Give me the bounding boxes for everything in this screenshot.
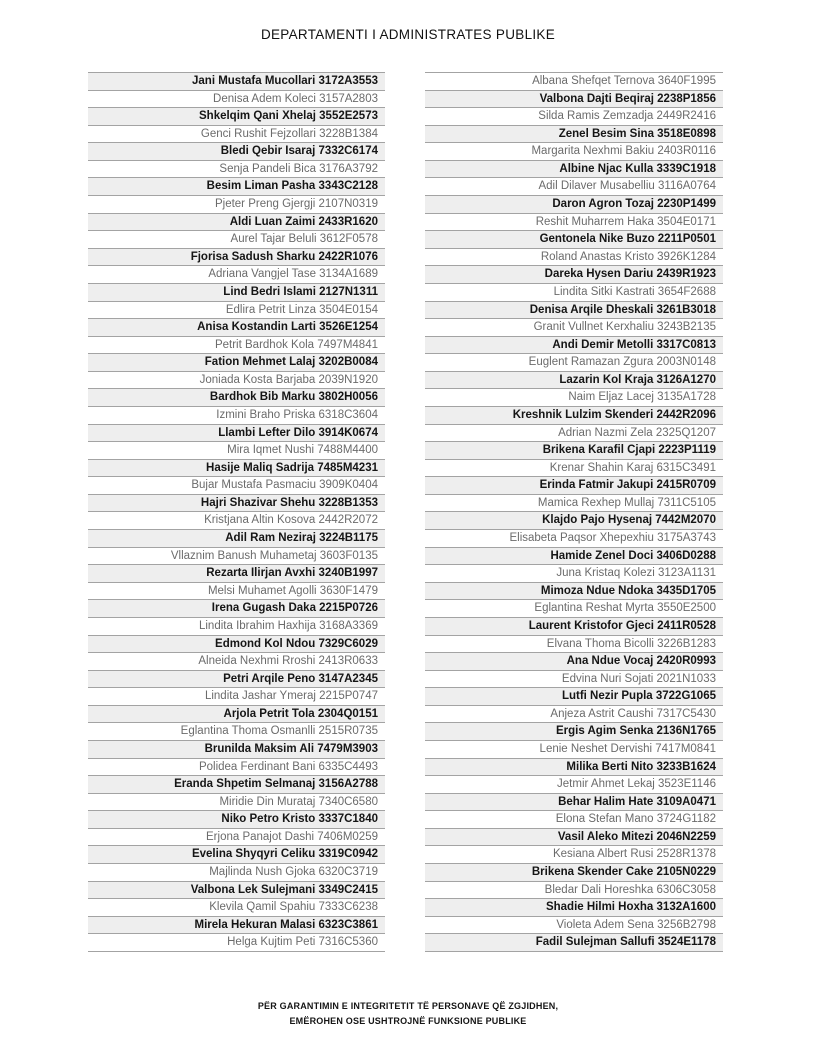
table-row: Edvina Nuri Sojati 2021N1033 (425, 671, 723, 689)
table-row: Brikena Skender Cake 2105N0229 (425, 864, 723, 882)
table-row: Klevila Qamil Spahiu 7333C6238 (88, 899, 385, 917)
table-row: Valbona Dajti Beqiraj 2238P1856 (425, 91, 723, 109)
table-row: Lutfi Nezir Pupla 3722G1065 (425, 688, 723, 706)
table-row: Eranda Shpetim Selmanaj 3156A2788 (88, 776, 385, 794)
table-row: Zenel Besim Sina 3518E0898 (425, 126, 723, 144)
table-row: Senja Pandeli Bica 3176A3792 (88, 161, 385, 179)
table-row: Aldi Luan Zaimi 2433R1620 (88, 214, 385, 232)
table-row: Kesiana Albert Rusi 2528R1378 (425, 846, 723, 864)
table-row: Helga Kujtim Peti 7316C5360 (88, 934, 385, 952)
table-row: Hamide Zenel Doci 3406D0288 (425, 548, 723, 566)
table-row: Mimoza Ndue Ndoka 3435D1705 (425, 583, 723, 601)
table-row: Lindita Jashar Ymeraj 2215P0747 (88, 688, 385, 706)
table-row: Melsi Muhamet Agolli 3630F1479 (88, 583, 385, 601)
table-row: Adrian Nazmi Zela 2325Q1207 (425, 425, 723, 443)
table-row: Gentonela Nike Buzo 2211P0501 (425, 231, 723, 249)
table-row: Erjona Panajot Dashi 7406M0259 (88, 829, 385, 847)
table-row: Laurent Kristofor Gjeci 2411R0528 (425, 618, 723, 636)
table-row: Granit Vullnet Kerxhaliu 3243B2135 (425, 319, 723, 337)
table-row: Shkelqim Qani Xhelaj 3552E2573 (88, 108, 385, 126)
table-row: Lazarin Kol Kraja 3126A1270 (425, 372, 723, 390)
table-row: Jetmir Ahmet Lekaj 3523E1146 (425, 776, 723, 794)
table-row: Denisa Arqile Dheskali 3261B3018 (425, 302, 723, 320)
table-row: Eglantina Thoma Osmanlli 2515R0735 (88, 723, 385, 741)
table-row: Fation Mehmet Lalaj 3202B0084 (88, 354, 385, 372)
table-row: Adil Dilaver Musabelliu 3116A0764 (425, 178, 723, 196)
table-row: Violeta Adem Sena 3256B2798 (425, 917, 723, 935)
table-row: Elona Stefan Mano 3724G1182 (425, 811, 723, 829)
table-row: Mamica Rexhep Mullaj 7311C5105 (425, 495, 723, 513)
table-row: Lindita Ibrahim Haxhija 3168A3369 (88, 618, 385, 636)
names-table-right (425, 72, 723, 952)
table-row: Dareka Hysen Dariu 2439R1923 (425, 266, 723, 284)
table-row: Ergis Agim Senka 2136N1765 (425, 723, 723, 741)
table-row: Evelina Shyqyri Celiku 3319C0942 (88, 846, 385, 864)
table-row: Lindita Sitki Kastrati 3654F2688 (425, 284, 723, 302)
table-row: Erinda Fatmir Jakupi 2415R0709 (425, 477, 723, 495)
table-row: Silda Ramis Zemzadja 2449R2416 (425, 108, 723, 126)
table-row: Hajri Shazivar Shehu 3228B1353 (88, 495, 385, 513)
table-row: Aurel Tajar Beluli 3612F0578 (88, 231, 385, 249)
table-row: Bledi Qebir Isaraj 7332C6174 (88, 143, 385, 161)
table-row: Vasil Aleko Mitezi 2046N2259 (425, 829, 723, 847)
table-row: Albine Njac Kulla 3339C1918 (425, 161, 723, 179)
table-row: Shadie Hilmi Hoxha 3132A1600 (425, 899, 723, 917)
table-row: Behar Halim Hate 3109A0471 (425, 794, 723, 812)
table-row: Llambi Lefter Dilo 3914K0674 (88, 425, 385, 443)
table-row: Adil Ram Neziraj 3224B1175 (88, 530, 385, 548)
table-row: Izmini Braho Priska 6318C3604 (88, 407, 385, 425)
table-row: Milika Berti Nito 3233B1624 (425, 759, 723, 777)
table-row: Elvana Thoma Bicolli 3226B1283 (425, 636, 723, 654)
table-row: Adriana Vangjel Tase 3134A1689 (88, 266, 385, 284)
table-row: Reshit Muharrem Haka 3504E0171 (425, 214, 723, 232)
table-row: Niko Petro Kristo 3337C1840 (88, 811, 385, 829)
table-row: Krenar Shahin Karaj 6315C3491 (425, 460, 723, 478)
table-row: Majlinda Nush Gjoka 6320C3719 (88, 864, 385, 882)
table-row: Daron Agron Tozaj 2230P1499 (425, 196, 723, 214)
table-row: Rezarta Ilirjan Avxhi 3240B1997 (88, 565, 385, 583)
table-row: Kristjana Altin Kosova 2442R2072 (88, 512, 385, 530)
table-row: Euglent Ramazan Zgura 2003N0148 (425, 354, 723, 372)
names-table-left (88, 72, 385, 952)
table-row: Roland Anastas Kristo 3926K1284 (425, 249, 723, 267)
table-row: Miridie Din Murataj 7340C6580 (88, 794, 385, 812)
table-row: Mira Iqmet Nushi 7488M4400 (88, 442, 385, 460)
table-row: Bardhok Bib Marku 3802H0056 (88, 389, 385, 407)
table-row: Mirela Hekuran Malasi 6323C3861 (88, 917, 385, 935)
table-row: Anisa Kostandin Larti 3526E1254 (88, 319, 385, 337)
table-row: Hasije Maliq Sadrija 7485M4231 (88, 460, 385, 478)
table-row: Anjeza Astrit Caushi 7317C5430 (425, 706, 723, 724)
table-row: Kreshnik Lulzim Skenderi 2442R2096 (425, 407, 723, 425)
table-row: Margarita Nexhmi Bakiu 2403R0116 (425, 143, 723, 161)
table-row: Petri Arqile Peno 3147A2345 (88, 671, 385, 689)
table-row: Valbona Lek Sulejmani 3349C2415 (88, 882, 385, 900)
table-row: Edmond Kol Ndou 7329C6029 (88, 636, 385, 654)
table-row: Albana Shefqet Ternova 3640F1995 (425, 73, 723, 91)
table-row: Elisabeta Paqsor Xhepexhiu 3175A3743 (425, 530, 723, 548)
table-row: Bujar Mustafa Pasmaciu 3909K0404 (88, 477, 385, 495)
table-row: Bledar Dali Horeshka 6306C3058 (425, 882, 723, 900)
table-row: Denisa Adem Koleci 3157A2803 (88, 91, 385, 109)
table-row: Vllaznim Banush Muhametaj 3603F0135 (88, 548, 385, 566)
table-row: Petrit Bardhok Kola 7497M4841 (88, 337, 385, 355)
footer-line-1: PËR GARANTIMIN E INTEGRITETIT TË PERSONAVE QË ZGJIDHEN, (257, 1001, 559, 1011)
footer-line-2: EMËROHEN OSE USHTROJNË FUNKSIONE PUBLIKE (289, 1016, 527, 1026)
table-row: Naim Eljaz Lacej 3135A1728 (425, 389, 723, 407)
table-row: Eglantina Reshat Myrta 3550E2500 (425, 600, 723, 618)
footer-note (0, 999, 816, 1029)
table-row: Besim Liman Pasha 3343C2128 (88, 178, 385, 196)
table-row: Genci Rushit Fejzollari 3228B1384 (88, 126, 385, 144)
table-row: Fjorisa Sadush Sharku 2422R1076 (88, 249, 385, 267)
table-row: Jani Mustafa Mucollari 3172A3553 (88, 73, 385, 91)
table-row: Irena Gugash Daka 2215P0726 (88, 600, 385, 618)
table-row: Juna Kristaq Kolezi 3123A1131 (425, 565, 723, 583)
table-row: Pjeter Preng Gjergji 2107N0319 (88, 196, 385, 214)
table-row: Ana Ndue Vocaj 2420R0993 (425, 653, 723, 671)
page-title: DEPARTAMENTI I ADMINISTRATES PUBLIKE (260, 27, 556, 42)
table-row: Lenie Neshet Dervishi 7417M0841 (425, 741, 723, 759)
table-row: Klajdo Pajo Hysenaj 7442M2070 (425, 512, 723, 530)
table-row: Lind Bedri Islami 2127N1311 (88, 284, 385, 302)
table-row: Brikena Karafil Cjapi 2223P1119 (425, 442, 723, 460)
table-row: Joniada Kosta Barjaba 2039N1920 (88, 372, 385, 390)
table-row: Arjola Petrit Tola 2304Q0151 (88, 706, 385, 724)
table-row: Fadil Sulejman Sallufi 3524E1178 (425, 934, 723, 952)
table-row: Edlira Petrit Linza 3504E0154 (88, 302, 385, 320)
table-row: Andi Demir Metolli 3317C0813 (425, 337, 723, 355)
table-row: Alneida Nexhmi Rroshi 2413R0633 (88, 653, 385, 671)
table-row: Brunilda Maksim Ali 7479M3903 (88, 741, 385, 759)
table-row: Polidea Ferdinant Bani 6335C4493 (88, 759, 385, 777)
